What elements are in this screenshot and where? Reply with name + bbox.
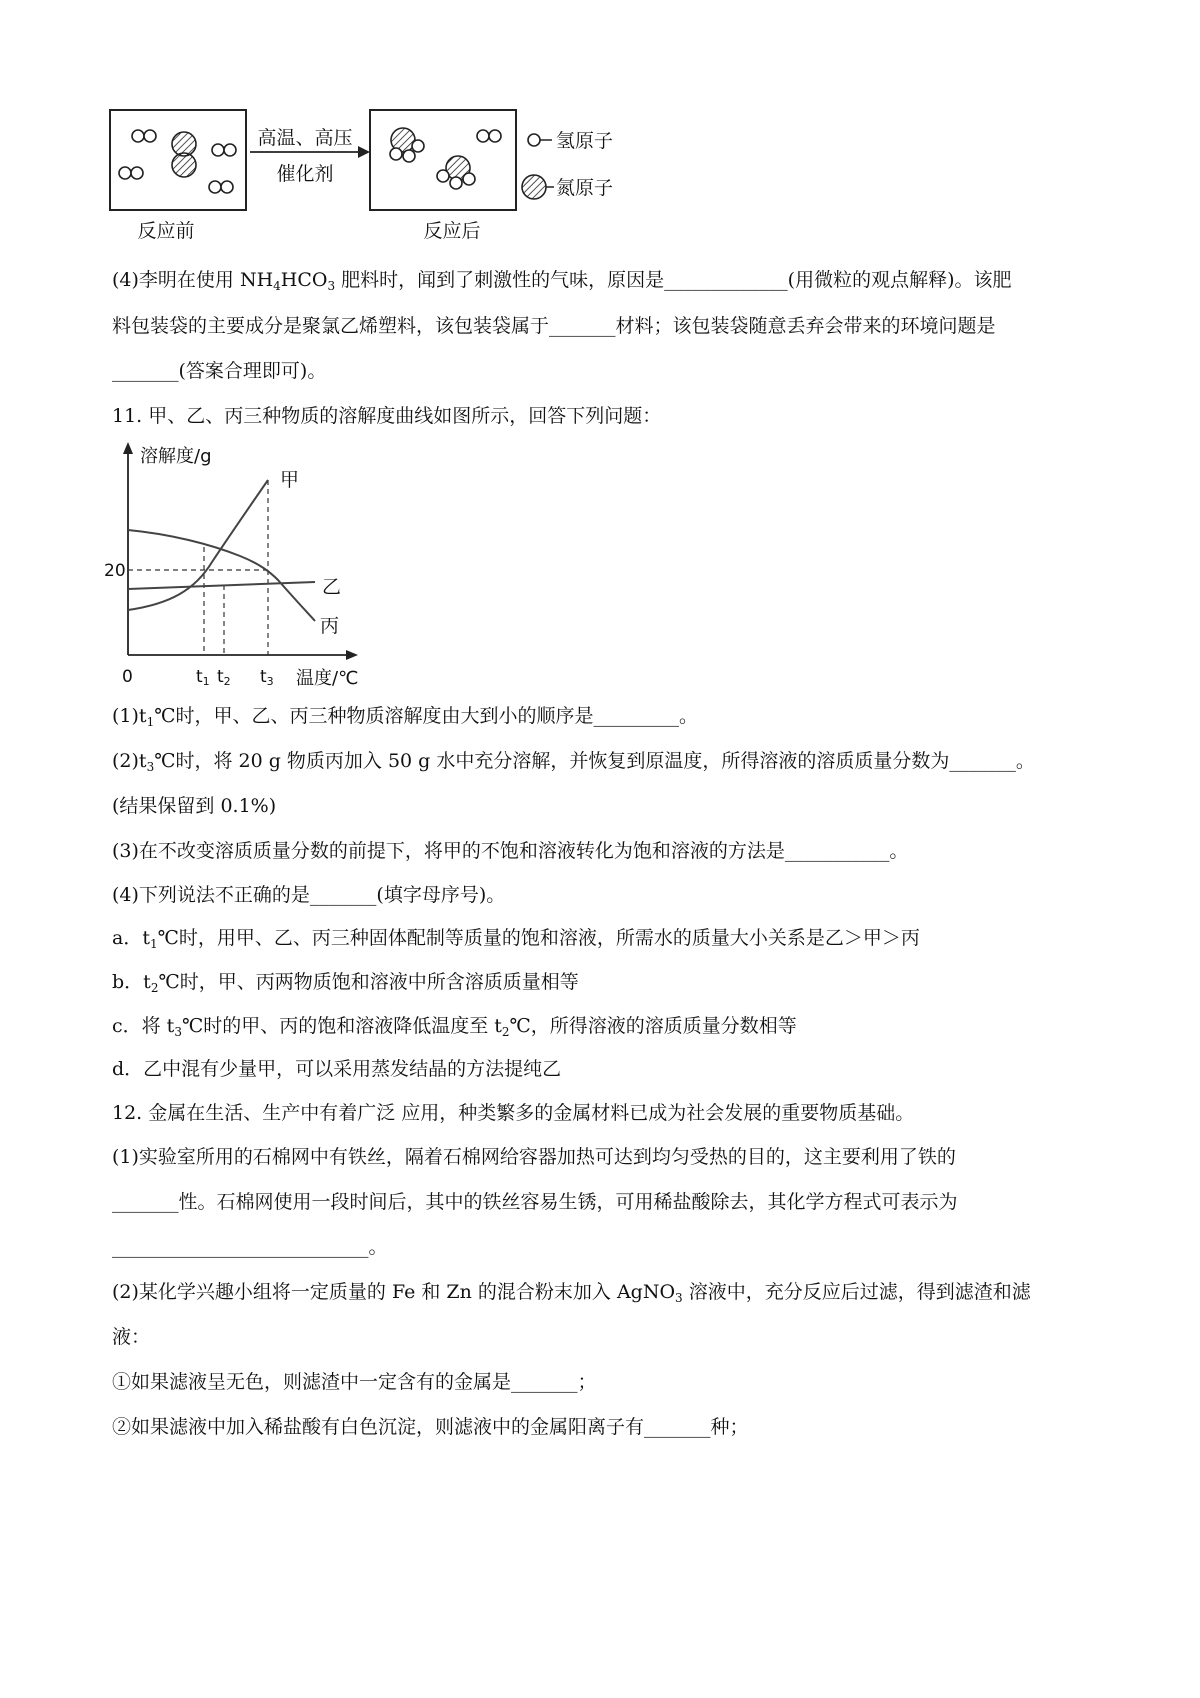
q12-part2-item1: ①如果滤液呈无色，则滤渣中一定含有的金属是_______； [112,1371,597,1393]
q11-part4: (4)下列说法不正确的是_______(填字母序号)。 [112,884,506,906]
arrow-top-label: 高温、高压 [257,127,353,149]
series-yi-label: 乙 [322,576,342,598]
x-axis-label: 温度/℃ [296,668,359,689]
after-box [370,110,516,210]
q12-part2-item2: ②如果滤液中加入稀盐酸有白色沉淀，则滤液中的金属阳离子有_______种； [112,1416,749,1438]
q12-part2-line1: (2)某化学兴趣小组将一定质量的 Fe 和 Zn 的混合粉末加入 AgNO$_3$ 溶液中，充分反应后过滤，得到滤渣和滤 [112,1281,1031,1305]
q11-part1: $(1)t_1℃$时，甲、乙、丙三种物质溶解度由大到小的顺序是_________。 [112,705,698,729]
q12-stem: 12. 金属在生活、生产中有着广泛 应用，种类繁多的金属材料已成为社会发展的重要物质基础。 [112,1102,915,1124]
x-tick-t1: t1 [196,667,210,688]
q12-part1-line3: ___________________________。 [112,1236,388,1258]
x-tick-t3: t3 [260,667,274,688]
y-axis-label: 溶解度/g [140,446,212,467]
q11-option-d: d．乙中混有少量甲，可以采用蒸发结晶的方法提纯乙 [112,1058,562,1080]
origin-label: 0 [122,667,133,687]
q11-option-a: a．$t_1℃$时，用甲、乙、丙三种固体配制等质量的饱和溶液，所需水的质量大小关系是乙＞甲＞丙 [112,927,920,951]
series-bing-curve [128,530,315,621]
series-yi-curve [128,582,315,589]
y-axis-arrow-icon [123,442,133,454]
y-tick-20: 20 [104,561,126,581]
hydrogen-legend-icon [528,134,540,146]
q12-part1-line2: _______性。石棉网使用一段时间后，其中的铁丝容易生锈，可用稀盐酸除去，其化学方程式可表示为 [112,1191,958,1213]
caption-after: 反应后 [423,220,481,242]
series-jia-label: 甲 [280,469,300,491]
legend-nitrogen: 氮原子 [556,177,614,199]
q10-4-line3: _______(答案合理即可)。 [112,360,327,382]
arrow-bottom-label: 催化剂 [276,163,334,185]
q12-part2-line2: 液： [112,1326,151,1348]
q10-4-line2: 料包装袋的主要成分是聚氯乙烯塑料，该包装袋属于_______材料；该包装袋随意丢弃会带来的环境问题是 [112,315,996,337]
q11-part3: (3)在不改变溶质质量分数的前提下，将甲的不饱和溶液转化为饱和溶液的方法是___________。 [112,840,909,862]
q11-part2: $(2)t_3℃$时，将 20 g 物质丙加入 50 g 水中充分溶解，并恢复到原温度，所得溶液的溶质质量分数为_______。 [112,750,1035,774]
q11-stem: 11. 甲、乙、丙三种物质的溶解度曲线如图所示，回答下列问题： [112,405,662,427]
reaction-diagram [100,100,700,265]
q11-part2-note: (结果保留到 0.1%) [112,795,277,817]
q11-option-b: b．$t_2℃$时，甲、丙两物质饱和溶液中所含溶质质量相等 [112,971,579,995]
x-tick-t2: t2 [217,667,231,688]
caption-before: 反应前 [137,220,195,242]
nitrogen-legend-icon [522,175,546,199]
series-bing-label: 丙 [320,615,340,637]
solubility-chart [100,440,400,700]
q10-4-line1: (4)李明在使用 $NH_4HCO_3$ 肥料时，闻到了刺激性的气味，原因是_____________(用微粒的观点解释)。该肥 [112,269,1012,293]
legend-hydrogen: 氢原子 [556,130,614,152]
series-jia-curve [128,480,268,610]
q11-option-c: c．将 $t_3℃$时的甲、丙的饱和溶液降低温度至 $t_2℃$，所得溶液的溶质质量分数相等 [112,1015,797,1039]
q12-part1-line1: (1)实验室所用的石棉网中有铁丝，隔着石棉网给容器加热可达到均匀受热的目的，这主要利用了铁的 [112,1146,956,1168]
x-axis-arrow-icon [346,650,358,660]
